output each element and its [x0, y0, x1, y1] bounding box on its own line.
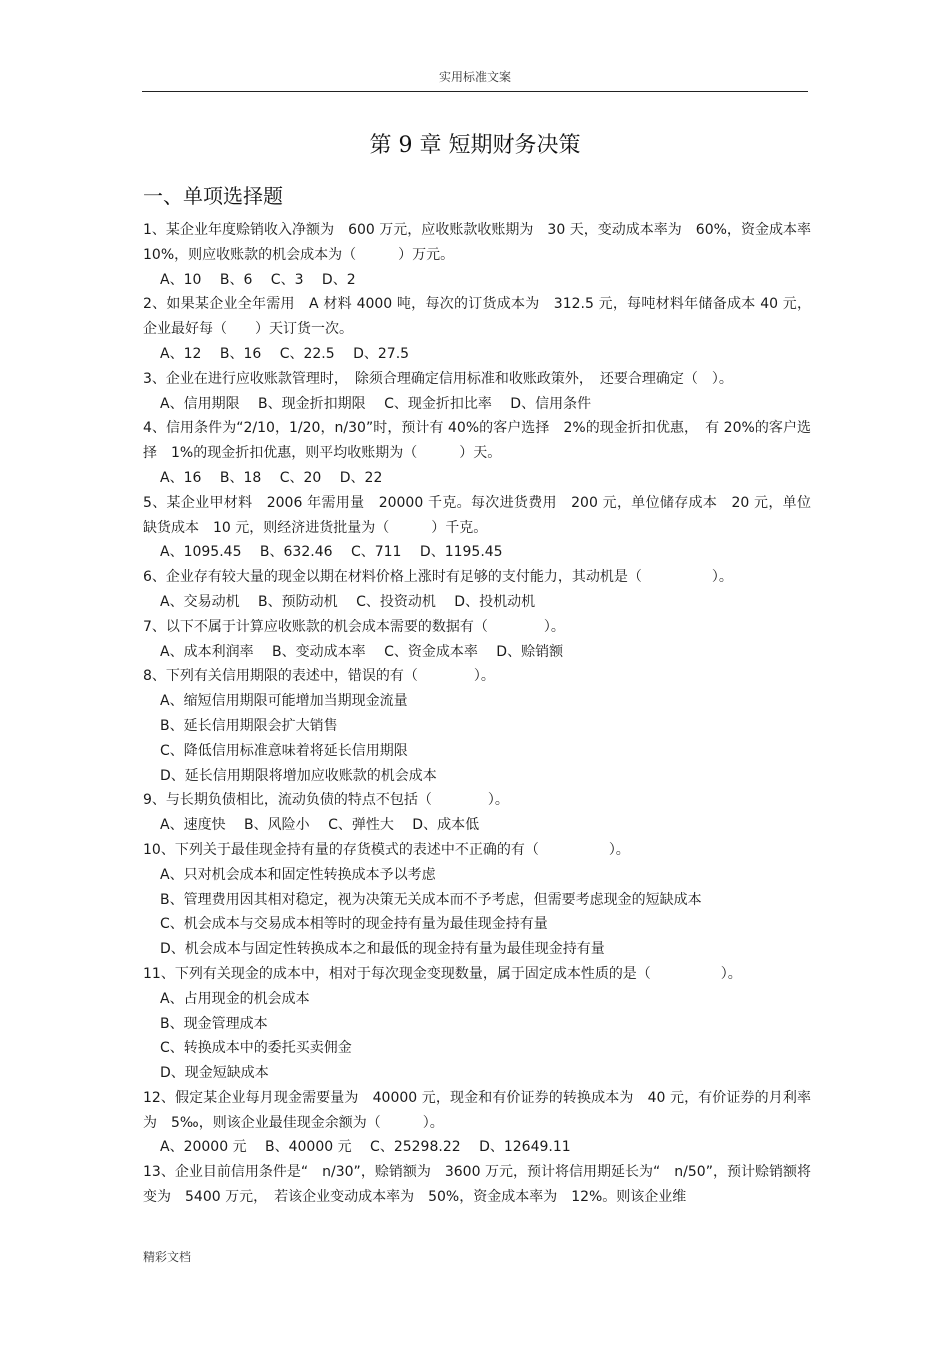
question-2: 2、如果某企业全年需用 A 材料 4000 吨，每次的订货成本为 312.5 元，每吨材料年储备成本 40 元，企业最好每（ ）天订货一次。 — [143, 296, 811, 338]
options-1: A、10 B、6 C、3 D、2 — [160, 271, 356, 288]
options-4: A、16 B、18 C、20 D、22 — [160, 469, 383, 486]
question-1: 1、某企业年度赊销收入净额为 600 万元，应收账款收账期为 30 天，变动成本率为 60%，资金成本率 10%，则应收账款的机会成本为（ ）万元。 — [143, 222, 825, 263]
question-9: 9、与长期负债相比，流动负债的特点不包括（ ）。 — [143, 792, 509, 809]
question-10: 10、下列关于最佳现金持有量的存货模式的表述中不正确的有（ ）。 — [143, 841, 630, 858]
page-header: 实用标准文案 — [438, 70, 511, 84]
question-8: 8、下列有关信用期限的表述中，错误的有（ ）。 — [143, 668, 495, 685]
question-6: 6、企业存有较大量的现金以期在材料价格上涨时有足够的支付能力，其动机是（ ）。 — [143, 569, 733, 586]
page-footer: 精彩文档 — [143, 1250, 192, 1264]
option-8b: B、延长信用期限会扩大销售 — [160, 717, 338, 734]
option-11b: B、现金管理成本 — [160, 1015, 268, 1032]
option-10b: B、管理费用因其相对稳定，视为决策无关成本而不予考虑，但需要考虑现金的短缺成本 — [160, 891, 702, 908]
options-7: A、成本利润率 B、变动成本率 C、资金成本率 D、赊销额 — [160, 643, 564, 660]
section-heading: 一、单项选择题 — [143, 184, 283, 208]
options-12: A、20000 元 B、40000 元 C、25298.22 D、12649.11 — [160, 1139, 571, 1156]
options-3: A、信用期限 B、现金折扣期限 C、现金折扣比率 D、信用条件 — [160, 395, 592, 412]
option-10c: C、机会成本与交易成本相等时的现金持有量为最佳现金持有量 — [160, 916, 548, 933]
option-8c: C、降低信用标准意味着将延长信用期限 — [160, 742, 408, 759]
option-8a: A、缩短信用期限可能增加当期现金流量 — [160, 693, 408, 710]
question-list — [143, 218, 825, 1210]
question-11: 11、下列有关现金的成本中，相对于每次现金变现数量，属于固定成本性质的是（ ）。 — [143, 965, 742, 982]
question-7: 7、以下不属于计算应收账款的机会成本需要的数据有（ ）。 — [143, 618, 565, 635]
question-4: 4、信用条件为“2/10，1/20，n/30”时，预计有 40%的客户选择 2%的现金折扣优惠， 有 20%的客户选择 1%的现金折扣优惠，则平均收账期为（ ）天。 — [143, 420, 811, 462]
option-10d: D、机会成本与固定性转换成本之和最低的现金持有量为最佳现金持有量 — [160, 941, 605, 958]
question-13: 13、企业目前信用条件是“ n/30”，赊销额为 3600 万元，预计将信用期延长为“ n/50”，预计赊销额将变为 5400 万元， 若该企业变动成本率为 50%，资金成本率为 12%。则该企业维 — [143, 1164, 811, 1206]
options-2: A、12 B、16 C、22.5 D、27.5 — [160, 345, 410, 362]
options-6: A、交易动机 B、预防动机 C、投资动机 D、投机动机 — [160, 593, 536, 610]
option-10a: A、只对机会成本和固定性转换成本予以考虑 — [160, 866, 436, 883]
chapter-title: 第 9 章 短期财务决策 — [369, 133, 581, 158]
question-5: 5、某企业甲材料 2006 年需用量 20000 千克。每次进货费用 200 元，单位储存成本 20 元，单位缺货成本 10 元，则经济进货批量为（ ）千克。 — [143, 494, 811, 536]
options-5: A、1095.45 B、632.46 C、711 D、1195.45 — [160, 544, 503, 561]
option-8d: D、延长信用期限将增加应收账款的机会成本 — [160, 767, 437, 784]
options-9: A、速度快 B、风险小 C、弹性大 D、成本低 — [160, 817, 480, 834]
option-11c: C、转换成本中的委托买卖佣金 — [160, 1040, 352, 1057]
option-11a: A、占用现金的机会成本 — [160, 990, 310, 1007]
header-rule — [142, 91, 808, 92]
option-11d: D、现金短缺成本 — [160, 1065, 269, 1082]
question-3: 3、企业在进行应收账款管理时， 除须合理确定信用标准和收账政策外， 还要合理确定（ ）。 — [143, 370, 733, 387]
question-12: 12、假定某企业每月现金需要量为 40000 元，现金和有价证券的转换成本为 40 元，有价证券的月利率为 5‰，则该企业最佳现金余额为（ ）。 — [143, 1089, 811, 1131]
